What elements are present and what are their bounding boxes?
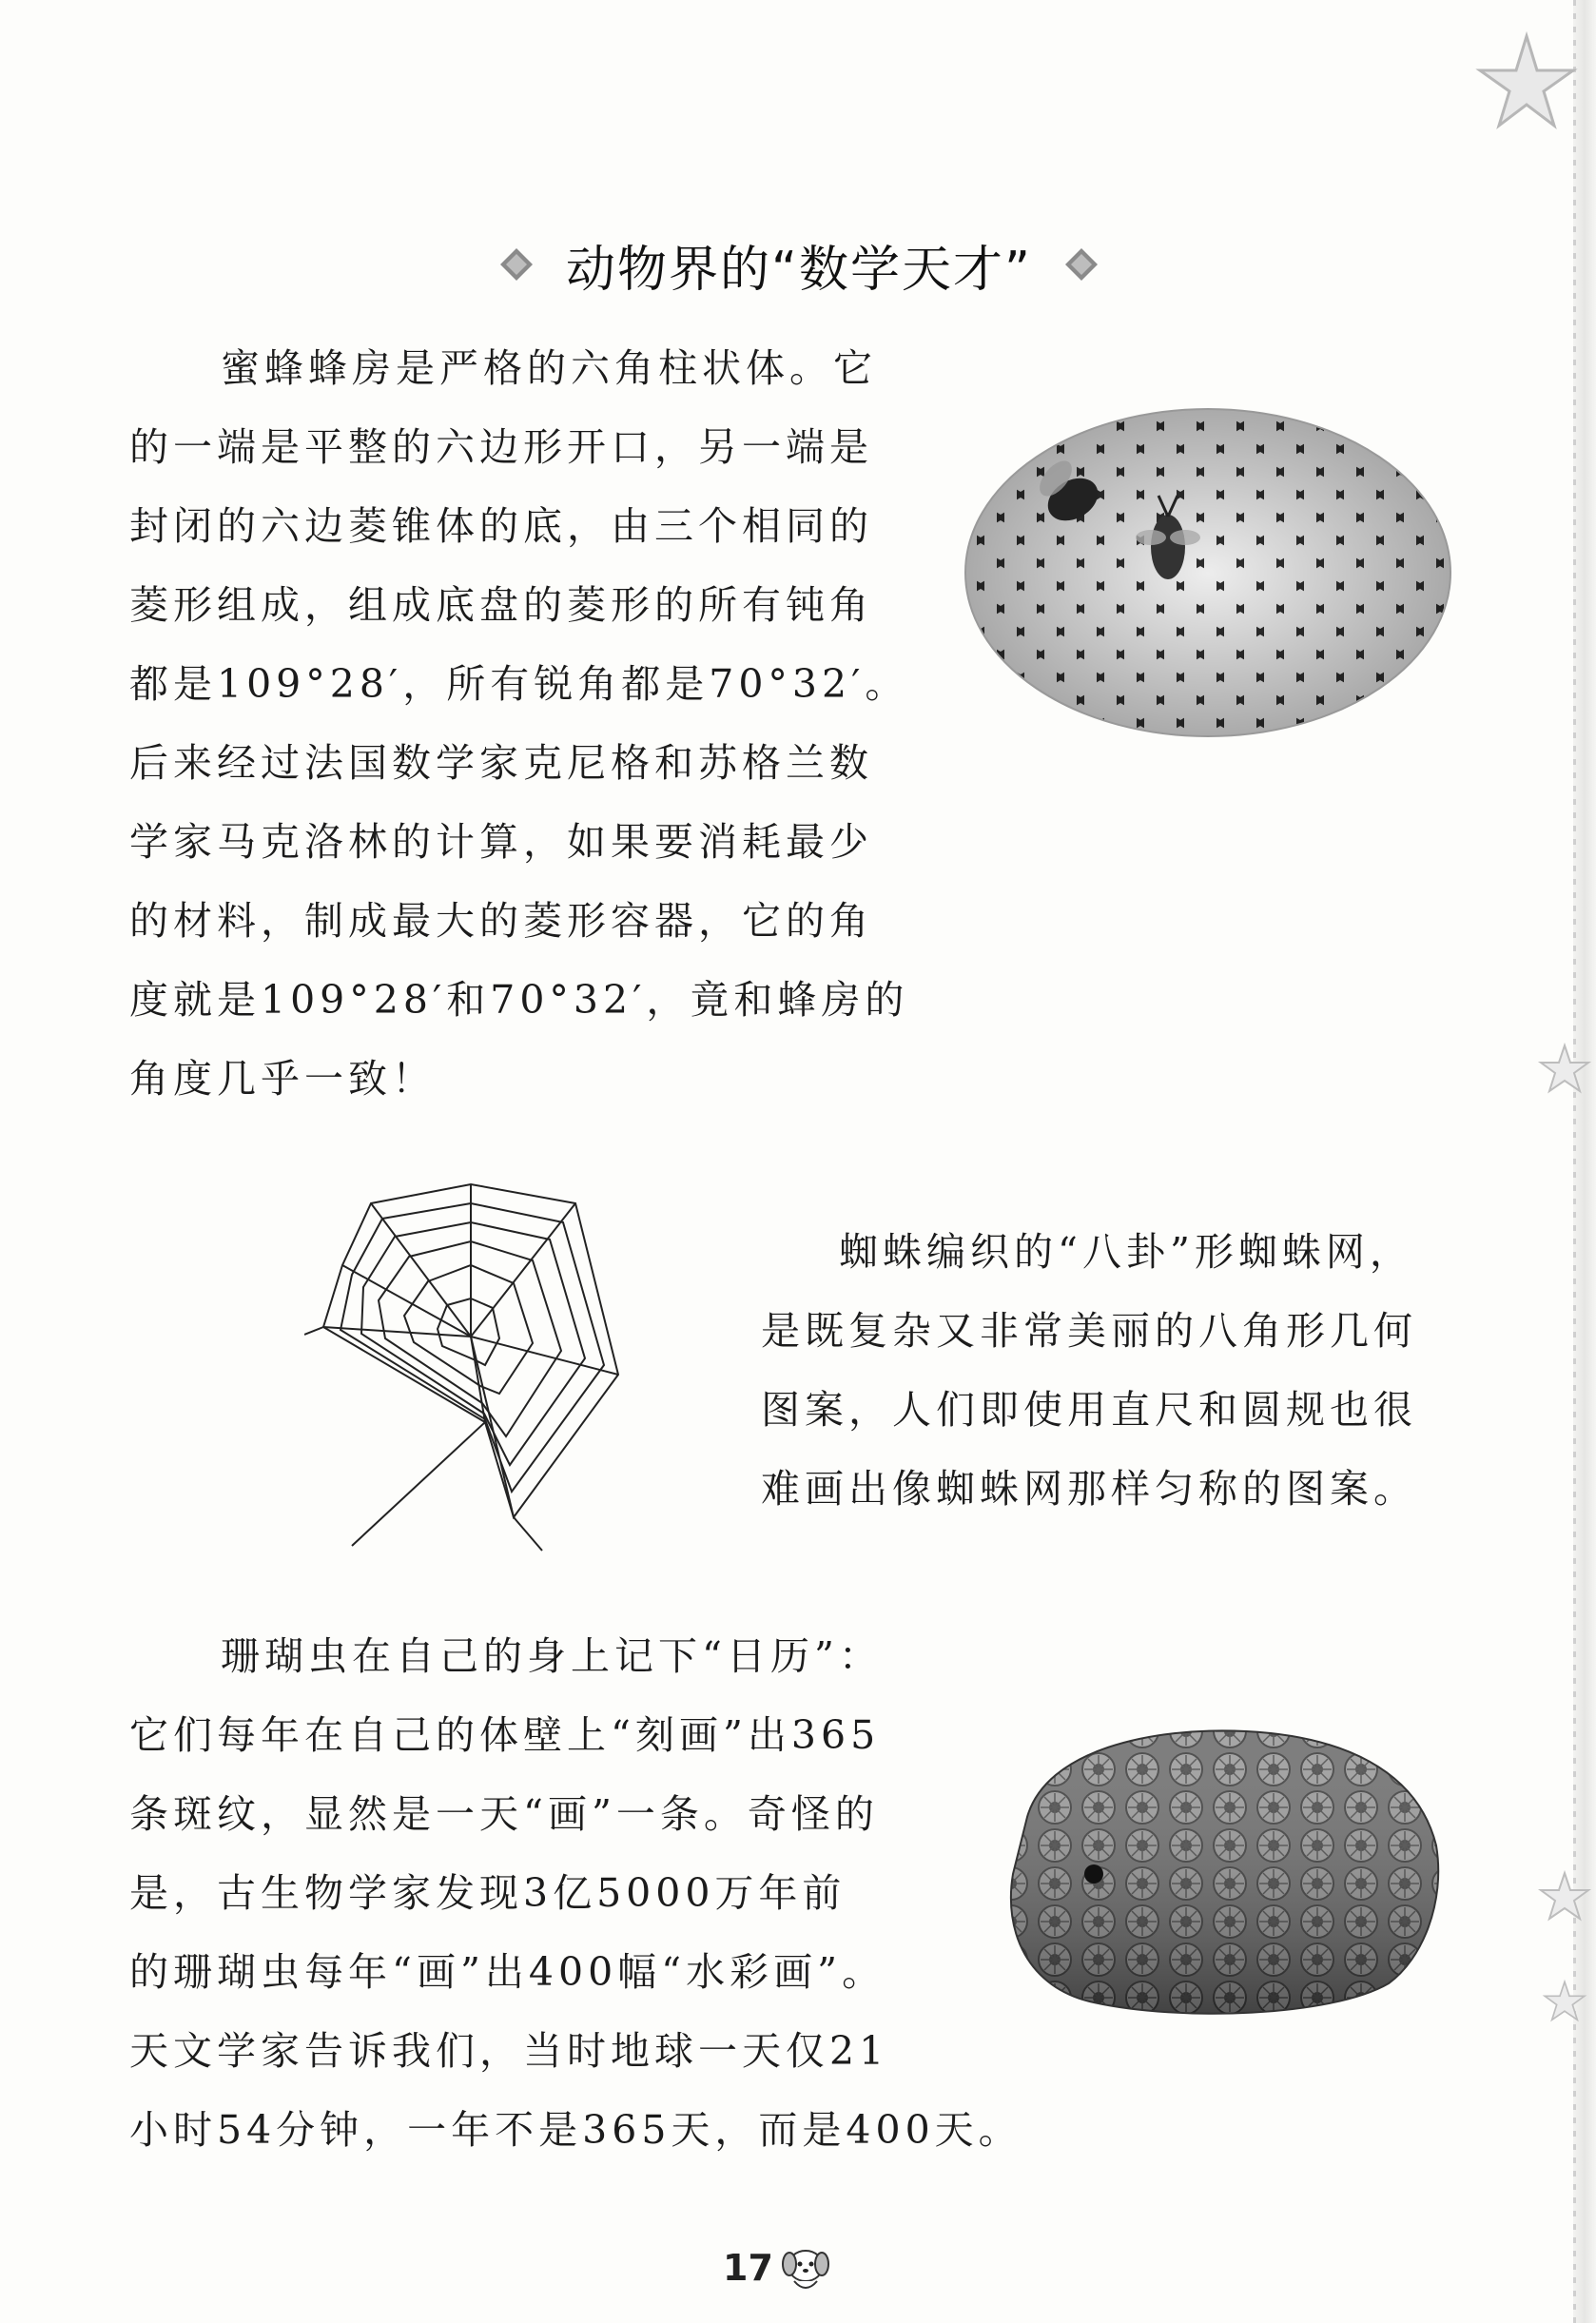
honeycomb-photo [961,404,1455,742]
text-line: 条斑纹，显然是一天“画”一条。奇怪的 [129,1791,879,1837]
text-line: 是，古生物学家发现3亿5000万年前 [129,1870,847,1916]
text-line: 的材料，制成最大的菱形容器，它的角 [129,898,873,944]
text-line: 它们每年在自己的体壁上“刻画”出365 [129,1712,881,1758]
coral-photo [989,1712,1446,2026]
text-line: 的珊瑚虫每年“画”出400幅“水彩画”。 [129,1949,886,1995]
page-edge [1573,0,1596,2323]
text-line: 后来经过法国数学家克尼格和苏格兰数 [129,740,873,786]
page-title: 动物界的“数学天才” [566,241,1032,299]
bee-paragraph [129,329,909,1119]
text-line: 角度几乎一致！ [129,1056,436,1102]
star-decoration-icon [1541,1979,1588,2026]
diamond-icon [1064,247,1099,282]
diamond-icon [499,247,534,282]
coral-paragraph [129,1617,1022,2170]
title-row [476,226,1122,303]
text-line: 是既复杂又非常美丽的八角形几何 [761,1308,1417,1354]
text-line: 难画出像蜘蛛网那样匀称的图案。 [761,1466,1417,1512]
text-line: 图案，人们即使用直尺和圆规也很 [761,1387,1417,1433]
text-line: 都是109°28′，所有锐角都是70°32′。 [129,661,909,707]
puppy-mascot-icon [777,2239,834,2296]
text-line: 封闭的六边菱锥体的底，由三个相同的 [129,503,873,549]
text-line: 天文学家告诉我们，当时地球一天仅21 [129,2028,889,2074]
text-line: 度就是109°28′和70°32′，竟和蜂房的 [129,977,909,1023]
text-line: 菱形组成，组成底盘的菱形的所有钝角 [129,582,873,628]
star-decoration-icon [1536,1042,1593,1099]
spider-web-drawing [304,1175,656,1555]
star-decoration-icon [1536,1869,1593,1926]
star-decoration-icon [1465,29,1588,143]
page-number-block [723,2239,834,2296]
text-line: 蜘蛛编织的“八卦”形蜘蛛网， [839,1229,1413,1275]
spider-paragraph [761,1213,1474,1529]
text-line: 珊瑚虫在自己的身上记下“日历”： [221,1633,883,1679]
text-line: 学家马克洛林的计算，如果要消耗最少 [129,819,873,865]
text-line: 蜜蜂蜂房是严格的六角柱状体。它 [221,345,877,391]
text-line: 的一端是平整的六边形开口，另一端是 [129,424,873,470]
page-number: 17 [723,2247,773,2289]
text-line: 小时54分钟，一年不是365天，而是400天。 [129,2107,1022,2153]
